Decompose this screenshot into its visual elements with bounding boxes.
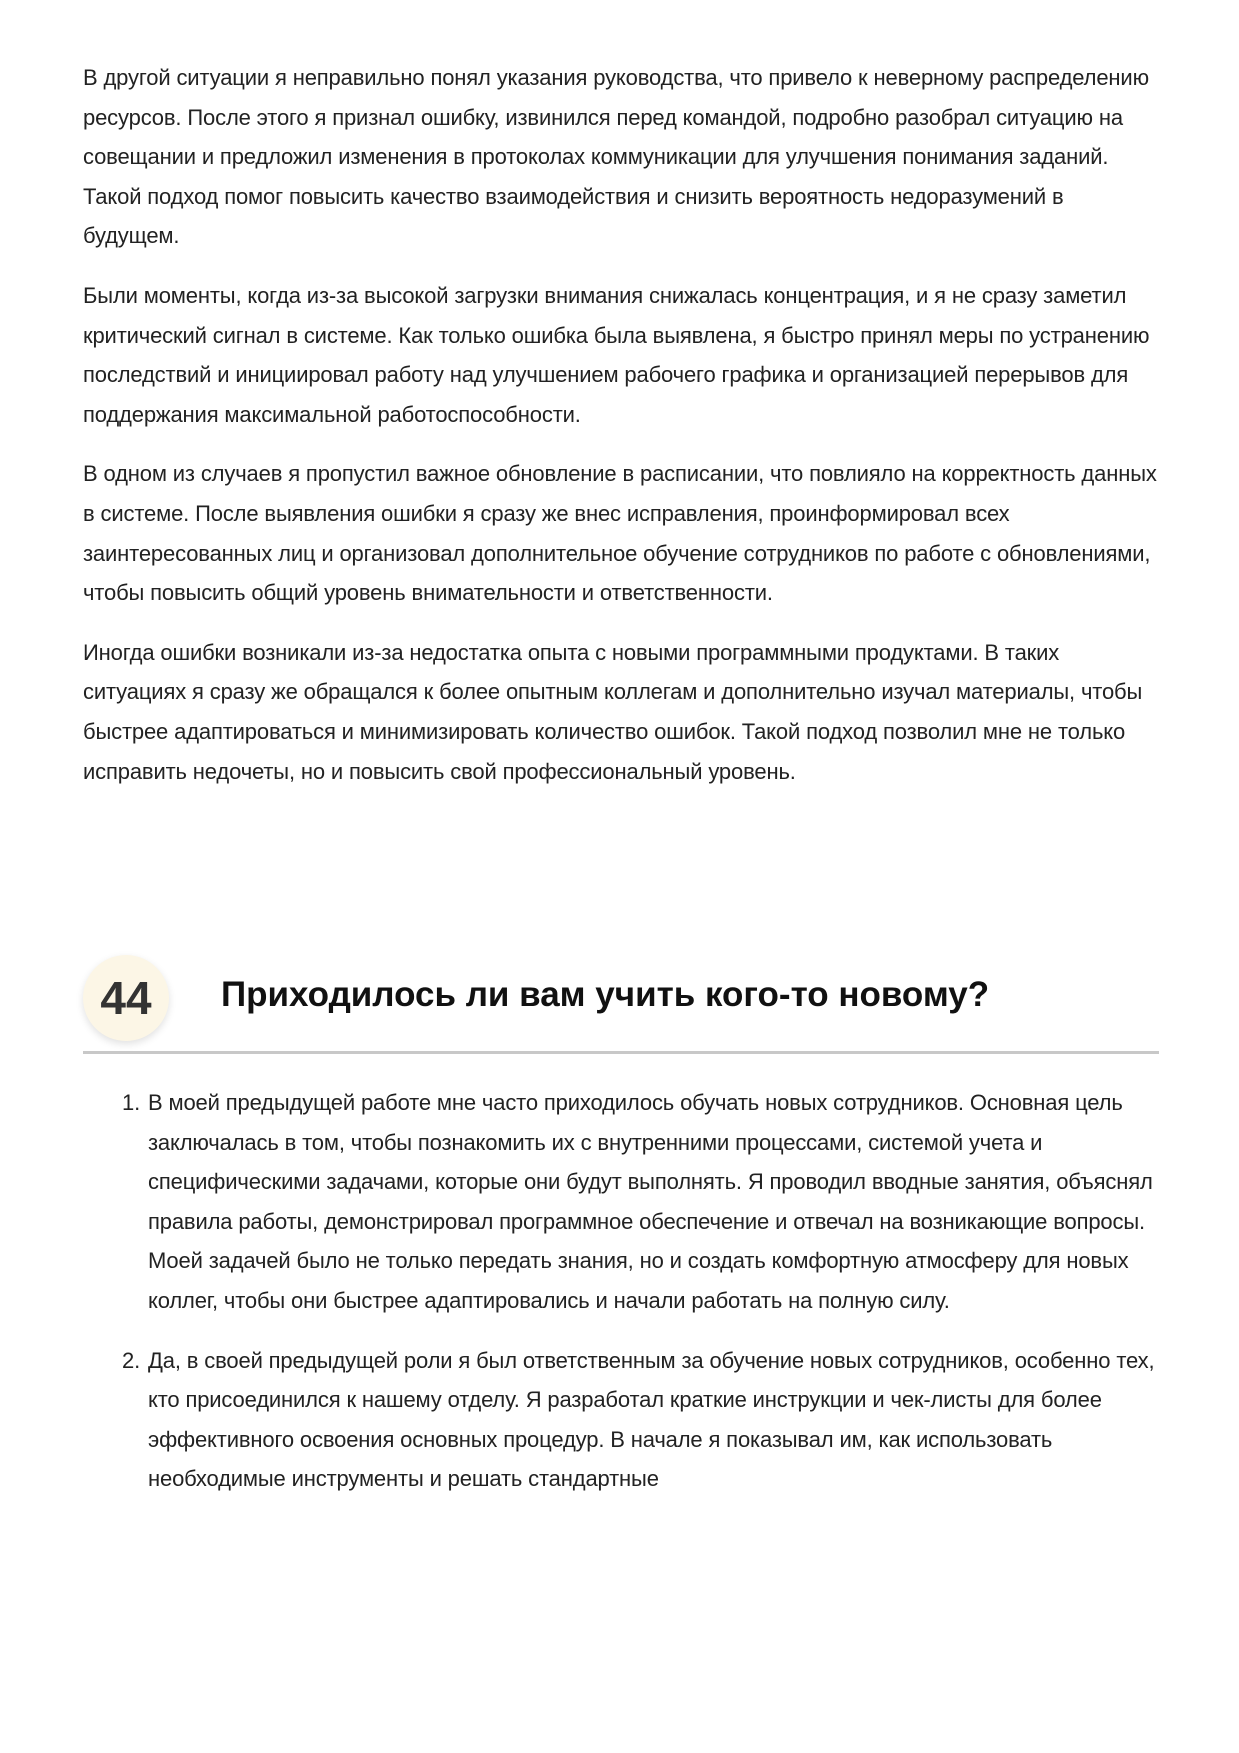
paragraph: В другой ситуации я неправильно понял указания руководства, что привело к неверному распределению ресурсов. После этого я признал ошибку, извинился перед командой, подробно разобрал ситуацию на совещании и предложил изменения в протоколах коммуникации для улучшения понимания заданий. Такой подход помог повысить качество взаимодействия и снизить вероятность недоразумений в будущем. xyxy=(83,65,1149,249)
paragraph: Были моменты, когда из-за высокой загрузки внимания снижалась концентрация, и я не сразу заметил критический сигнал в системе. Как только ошибка была выявлена, я быстро принял меры по устранению последствий и инициировал работу над улучшением рабочего графика и организацией перерывов для поддержания максимальной работоспособности. xyxy=(83,282,1150,427)
previous-answer-text xyxy=(83,58,1163,811)
paragraph: В одном из случаев я пропустил важное обновление в расписании, что повлияло на корректность данных в системе. После выявления ошибки я сразу же внес исправления, проинформировал всех заинтересованных лиц и организовал дополнительное обучение сотрудников по работе с обновлениями, чтобы повысить общий уровень внимательности и ответственности. xyxy=(83,461,1157,606)
answer-item: 2. Да, в своей предыдущей роли я был ответственным за обучение новых сотрудников, особенно тех, кто присоединился к нашему отделу. Я разработал краткие инструкции и чек-листы для более эффективного освоения основных процедур. В начале я показывал им, как использовать необходимые инструменты и решать стандартные xyxy=(146,1341,1186,1499)
paragraph: Иногда ошибки возникали из-за недостатка опыта с новыми программными продуктами. В таких ситуациях я сразу же обращался к более опытным коллегам и дополнительно изучал материалы, чтобы быстрее адаптироваться и минимизировать количество ошибок. Такой подход позволил мне не только исправить недочеты, но и повысить свой профессиональный уровень. xyxy=(83,639,1143,784)
answer-item: 1. В моей предыдущей работе мне часто приходилось обучать новых сотрудников. Основная цель заключалась в том, чтобы познакомить их с внутренними процессами, системой учета и специфическими задачами, которые они будут выполнять. Я проводил вводные занятия, объяснял правила работы, демонстрировал программное обеспечение и отвечал на возникающие вопросы. Моей задачей было не только передать знания, но и создать комфортную атмосферу для новых коллег, чтобы они быстрее адаптировались и начали работать на полную силу. xyxy=(146,1083,1186,1321)
question-number-badge: 44 xyxy=(83,955,169,1041)
question-title: Приходилось ли вам учить кого-то новому? xyxy=(221,975,990,1014)
answer-list xyxy=(118,1083,1186,1519)
question-header xyxy=(83,955,1159,1054)
